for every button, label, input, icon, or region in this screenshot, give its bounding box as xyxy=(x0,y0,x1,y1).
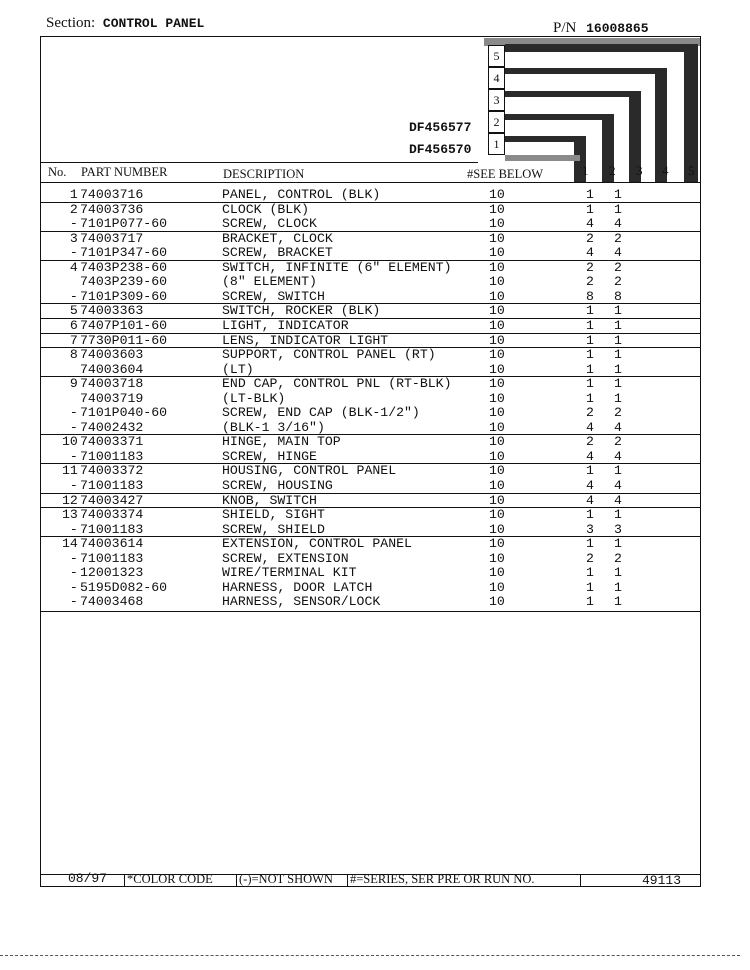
section-label: Section: xyxy=(46,15,96,31)
row-item-number: 13 xyxy=(62,507,78,523)
row-description: SWITCH, INFINITE (6" ELEMENT) xyxy=(222,259,452,275)
row-item-number: 1 xyxy=(62,187,78,202)
row-qty-model-2: 1 xyxy=(614,565,622,581)
row-item-number: 12 xyxy=(62,492,78,508)
row-qty-model-1: 1 xyxy=(586,536,594,552)
row-color-code: 10 xyxy=(489,376,505,392)
row-qty-model-1: 2 xyxy=(586,259,594,275)
stair-bar-5 xyxy=(684,44,698,182)
row-item-number: - xyxy=(62,245,78,261)
row-qty-model-1: 4 xyxy=(586,245,594,261)
row-qty-model-2: 1 xyxy=(614,347,622,363)
row-color-code: 10 xyxy=(489,187,505,202)
model-number-4: 4 xyxy=(488,67,505,89)
row-qty-model-1: 2 xyxy=(586,434,594,450)
row-qty-model-2: 8 xyxy=(614,288,622,304)
row-qty-model-2: 4 xyxy=(614,216,622,232)
row-qty-model-2: 1 xyxy=(614,507,622,523)
row-qty-model-2: 1 xyxy=(614,361,622,377)
row-description: SCREW, CLOCK xyxy=(222,216,317,232)
row-description: SHIELD, SIGHT xyxy=(222,507,325,523)
model-number-3: 3 xyxy=(488,89,505,111)
row-color-code: 10 xyxy=(489,565,505,581)
row-qty-model-1: 1 xyxy=(586,187,594,202)
row-item-number: 5 xyxy=(62,303,78,319)
row-color-code: 10 xyxy=(489,463,505,479)
row-color-code: 10 xyxy=(489,274,505,290)
row-item-number xyxy=(62,363,78,378)
row-qty-model-2: 1 xyxy=(614,187,622,202)
col-no: No. xyxy=(48,165,67,179)
row-part-number: 74003717 xyxy=(80,230,144,246)
row-qty-model-2: 1 xyxy=(614,536,622,552)
row-description: SUPPORT, CONTROL PANEL (RT) xyxy=(222,347,436,363)
row-qty-model-1: 1 xyxy=(586,332,594,348)
row-part-number: 74003427 xyxy=(80,492,144,508)
row-part-number: 74003371 xyxy=(80,434,144,450)
row-color-code: 10 xyxy=(489,303,505,319)
row-qty-model-1: 1 xyxy=(586,507,594,523)
row-qty-model-1: 1 xyxy=(586,579,594,595)
row-qty-model-1: 1 xyxy=(586,317,594,333)
col-model-3: 3 xyxy=(636,163,643,178)
row-item-number: 2 xyxy=(62,201,78,217)
row-part-number: 12001323 xyxy=(80,565,144,581)
row-part-number: 74003716 xyxy=(80,187,144,202)
row-qty-model-1: 1 xyxy=(586,201,594,217)
row-part-number: 7403P239-60 xyxy=(80,274,168,290)
row-qty-model-2: 1 xyxy=(614,303,622,319)
row-part-number: 74003736 xyxy=(80,201,144,217)
row-qty-model-2: 2 xyxy=(614,405,622,421)
model-b: DF456570 xyxy=(409,142,472,157)
scan-edge xyxy=(0,955,740,956)
col-model-1: 1 xyxy=(582,163,589,178)
row-qty-model-2: 4 xyxy=(614,448,622,464)
col-part-number: PART NUMBER xyxy=(81,165,168,179)
row-item-number: 9 xyxy=(62,376,78,392)
col-model-5: 5 xyxy=(688,163,695,178)
row-qty-model-2: 1 xyxy=(614,376,622,392)
row-color-code: 10 xyxy=(489,419,505,435)
row-description: (LT) xyxy=(222,361,254,377)
row-qty-model-2: 1 xyxy=(614,594,622,610)
row-description: KNOB, SWITCH xyxy=(222,492,317,508)
row-description: HARNESS, SENSOR/LOCK xyxy=(222,594,381,610)
row-description: SCREW, BRACKET xyxy=(222,245,333,261)
table-end-rule xyxy=(41,611,700,612)
footer-page-number: 49113 xyxy=(642,873,682,888)
row-qty-model-1: 1 xyxy=(586,303,594,319)
footer-series: #=SERIES, SER PRE OR RUN NO. xyxy=(350,872,535,886)
row-qty-model-2: 1 xyxy=(614,317,622,333)
header-bottom-rule xyxy=(41,182,700,183)
row-part-number: 74002432 xyxy=(80,419,144,435)
row-qty-model-2: 4 xyxy=(614,419,622,435)
model-number-1: 1 xyxy=(488,133,505,155)
row-qty-model-2: 1 xyxy=(614,579,622,595)
footer-not-shown: (-)=NOT SHOWN xyxy=(239,872,333,886)
row-color-code: 10 xyxy=(489,492,505,508)
row-item-number: 4 xyxy=(62,259,78,275)
row-item-number: - xyxy=(62,550,78,566)
row-part-number: 74003603 xyxy=(80,347,144,363)
row-description: HOUSING, CONTROL PANEL xyxy=(222,463,397,479)
row-qty-model-1: 4 xyxy=(586,478,594,493)
row-part-number: 7407P101-60 xyxy=(80,317,168,333)
row-description: SCREW, SWITCH xyxy=(222,288,325,304)
row-color-code: 10 xyxy=(489,405,505,421)
row-qty-model-1: 4 xyxy=(586,216,594,232)
row-color-code: 10 xyxy=(489,230,505,246)
row-item-number: - xyxy=(62,594,78,610)
row-description: (BLK-1 3/16") xyxy=(222,419,325,435)
row-description: SCREW, HINGE xyxy=(222,448,317,464)
row-item-number: - xyxy=(62,288,78,304)
row-part-number: 7101P309-60 xyxy=(80,288,168,304)
row-qty-model-1: 1 xyxy=(586,376,594,392)
row-description: BRACKET, CLOCK xyxy=(222,230,333,246)
row-part-number: 7730P011-60 xyxy=(80,332,168,348)
row-qty-model-2: 4 xyxy=(614,492,622,508)
section-title xyxy=(46,15,204,32)
section-value: CONTROL PANEL xyxy=(102,16,205,31)
row-description: EXTENSION, CONTROL PANEL xyxy=(222,536,412,552)
row-qty-model-2: 2 xyxy=(614,259,622,275)
row-item-number: - xyxy=(62,448,78,464)
row-item-number: 3 xyxy=(62,230,78,246)
row-qty-model-2: 2 xyxy=(614,434,622,450)
row-color-code: 10 xyxy=(489,478,505,493)
row-item-number xyxy=(62,392,78,407)
row-part-number: 71001183 xyxy=(80,448,144,464)
row-qty-model-2: 2 xyxy=(614,230,622,246)
row-color-code: 10 xyxy=(489,448,505,464)
row-item-number: 10 xyxy=(62,434,78,450)
footer-color-code: *COLOR CODE xyxy=(127,872,213,886)
row-qty-model-1: 3 xyxy=(586,521,594,537)
row-description: (LT-BLK) xyxy=(222,390,286,406)
row-qty-model-1: 4 xyxy=(586,492,594,508)
row-color-code: 10 xyxy=(489,245,505,261)
row-color-code: 10 xyxy=(489,507,505,523)
row-qty-model-2: 2 xyxy=(614,274,622,290)
row-part-number: 74003374 xyxy=(80,507,144,523)
pn-label: P/N xyxy=(553,20,577,36)
col-description: DESCRIPTION xyxy=(223,167,305,181)
row-qty-model-2: 1 xyxy=(614,201,622,217)
row-color-code: 10 xyxy=(489,434,505,450)
row-qty-model-1: 1 xyxy=(586,361,594,377)
row-part-number: 74003604 xyxy=(80,361,144,377)
row-qty-model-1: 2 xyxy=(586,230,594,246)
row-qty-model-1: 4 xyxy=(586,448,594,464)
row-color-code: 10 xyxy=(489,594,505,610)
row-color-code: 10 xyxy=(489,347,505,363)
row-item-number: - xyxy=(62,478,78,493)
row-description: CLOCK (BLK) xyxy=(222,201,310,217)
col-model-4: 4 xyxy=(662,163,669,178)
row-color-code: 10 xyxy=(489,361,505,377)
row-qty-model-2: 3 xyxy=(614,521,622,537)
row-qty-model-2: 1 xyxy=(614,390,622,406)
row-description: SWITCH, ROCKER (BLK) xyxy=(222,303,381,319)
row-item-number: - xyxy=(62,216,78,232)
row-part-number: 7403P238-60 xyxy=(80,259,168,275)
row-qty-model-2: 1 xyxy=(614,332,622,348)
row-color-code: 10 xyxy=(489,259,505,275)
row-part-number: 74003372 xyxy=(80,463,144,479)
row-item-number: - xyxy=(62,579,78,595)
row-item-number: - xyxy=(62,521,78,537)
row-part-number: 71001183 xyxy=(80,521,144,537)
col-model-2: 2 xyxy=(609,163,616,178)
part-number-header xyxy=(553,20,649,37)
row-description: WIRE/TERMINAL KIT xyxy=(222,565,357,581)
row-part-number: 7101P347-60 xyxy=(80,245,168,261)
row-description: END CAP, CONTROL PNL (RT-BLK) xyxy=(222,376,452,392)
row-item-number: 11 xyxy=(62,463,78,479)
row-description: SCREW, EXTENSION xyxy=(222,550,349,566)
row-item-number: 14 xyxy=(62,536,78,552)
row-item-number: - xyxy=(62,419,78,435)
header-top-rule xyxy=(41,162,478,163)
pn-value: 16008865 xyxy=(586,21,649,36)
row-part-number: 5195D082-60 xyxy=(80,579,168,595)
row-color-code: 10 xyxy=(489,521,505,537)
row-color-code: 10 xyxy=(489,536,505,552)
row-part-number: 71001183 xyxy=(80,550,144,566)
row-color-code: 10 xyxy=(489,216,505,232)
col-see-below: #SEE BELOW xyxy=(467,167,544,181)
row-part-number: 74003363 xyxy=(80,303,144,319)
row-qty-model-1: 1 xyxy=(586,565,594,581)
row-part-number: 74003719 xyxy=(80,390,144,406)
row-color-code: 10 xyxy=(489,550,505,566)
row-part-number: 7101P077-60 xyxy=(80,216,168,232)
row-description: LIGHT, INDICATOR xyxy=(222,317,349,333)
row-color-code: 10 xyxy=(489,201,505,217)
row-qty-model-1: 2 xyxy=(586,550,594,566)
model-a: DF456577 xyxy=(409,120,472,135)
row-qty-model-1: 1 xyxy=(586,463,594,479)
row-qty-model-1: 4 xyxy=(586,419,594,435)
row-color-code: 10 xyxy=(489,390,505,406)
row-description: (8" ELEMENT) xyxy=(222,274,317,290)
row-qty-model-1: 2 xyxy=(586,274,594,290)
row-color-code: 10 xyxy=(489,317,505,333)
footer-date: 08/97 xyxy=(68,871,108,886)
row-qty-model-2: 1 xyxy=(614,463,622,479)
row-item-number: 6 xyxy=(62,317,78,333)
model-number-5: 5 xyxy=(488,45,505,67)
row-qty-model-1: 1 xyxy=(586,347,594,363)
row-qty-model-2: 2 xyxy=(614,550,622,566)
row-qty-model-1: 1 xyxy=(586,390,594,406)
row-qty-model-2: 4 xyxy=(614,478,622,493)
row-description: SCREW, HOUSING xyxy=(222,478,333,493)
row-description: SCREW, END CAP (BLK-1/2") xyxy=(222,405,420,421)
row-qty-model-1: 2 xyxy=(586,405,594,421)
row-item-number: 8 xyxy=(62,347,78,363)
row-description: HARNESS, DOOR LATCH xyxy=(222,579,373,595)
row-part-number: 74003614 xyxy=(80,536,144,552)
row-part-number: 74003468 xyxy=(80,594,144,610)
row-description: PANEL, CONTROL (BLK) xyxy=(222,187,381,202)
row-color-code: 10 xyxy=(489,579,505,595)
row-qty-model-1: 8 xyxy=(586,288,594,304)
row-description: HINGE, MAIN TOP xyxy=(222,434,341,450)
row-item-number: 7 xyxy=(62,332,78,348)
row-qty-model-1: 1 xyxy=(586,594,594,610)
row-description: LENS, INDICATOR LIGHT xyxy=(222,332,389,348)
row-description: SCREW, SHIELD xyxy=(222,521,325,537)
row-part-number: 71001183 xyxy=(80,478,144,493)
row-qty-model-2: 4 xyxy=(614,245,622,261)
row-part-number: 7101P040-60 xyxy=(80,405,168,421)
row-color-code: 10 xyxy=(489,288,505,304)
row-item-number: - xyxy=(62,565,78,581)
row-color-code: 10 xyxy=(489,332,505,348)
model-number-2: 2 xyxy=(488,111,505,133)
row-item-number xyxy=(62,275,78,290)
row-item-number: - xyxy=(62,405,78,421)
row-part-number: 74003718 xyxy=(80,376,144,392)
